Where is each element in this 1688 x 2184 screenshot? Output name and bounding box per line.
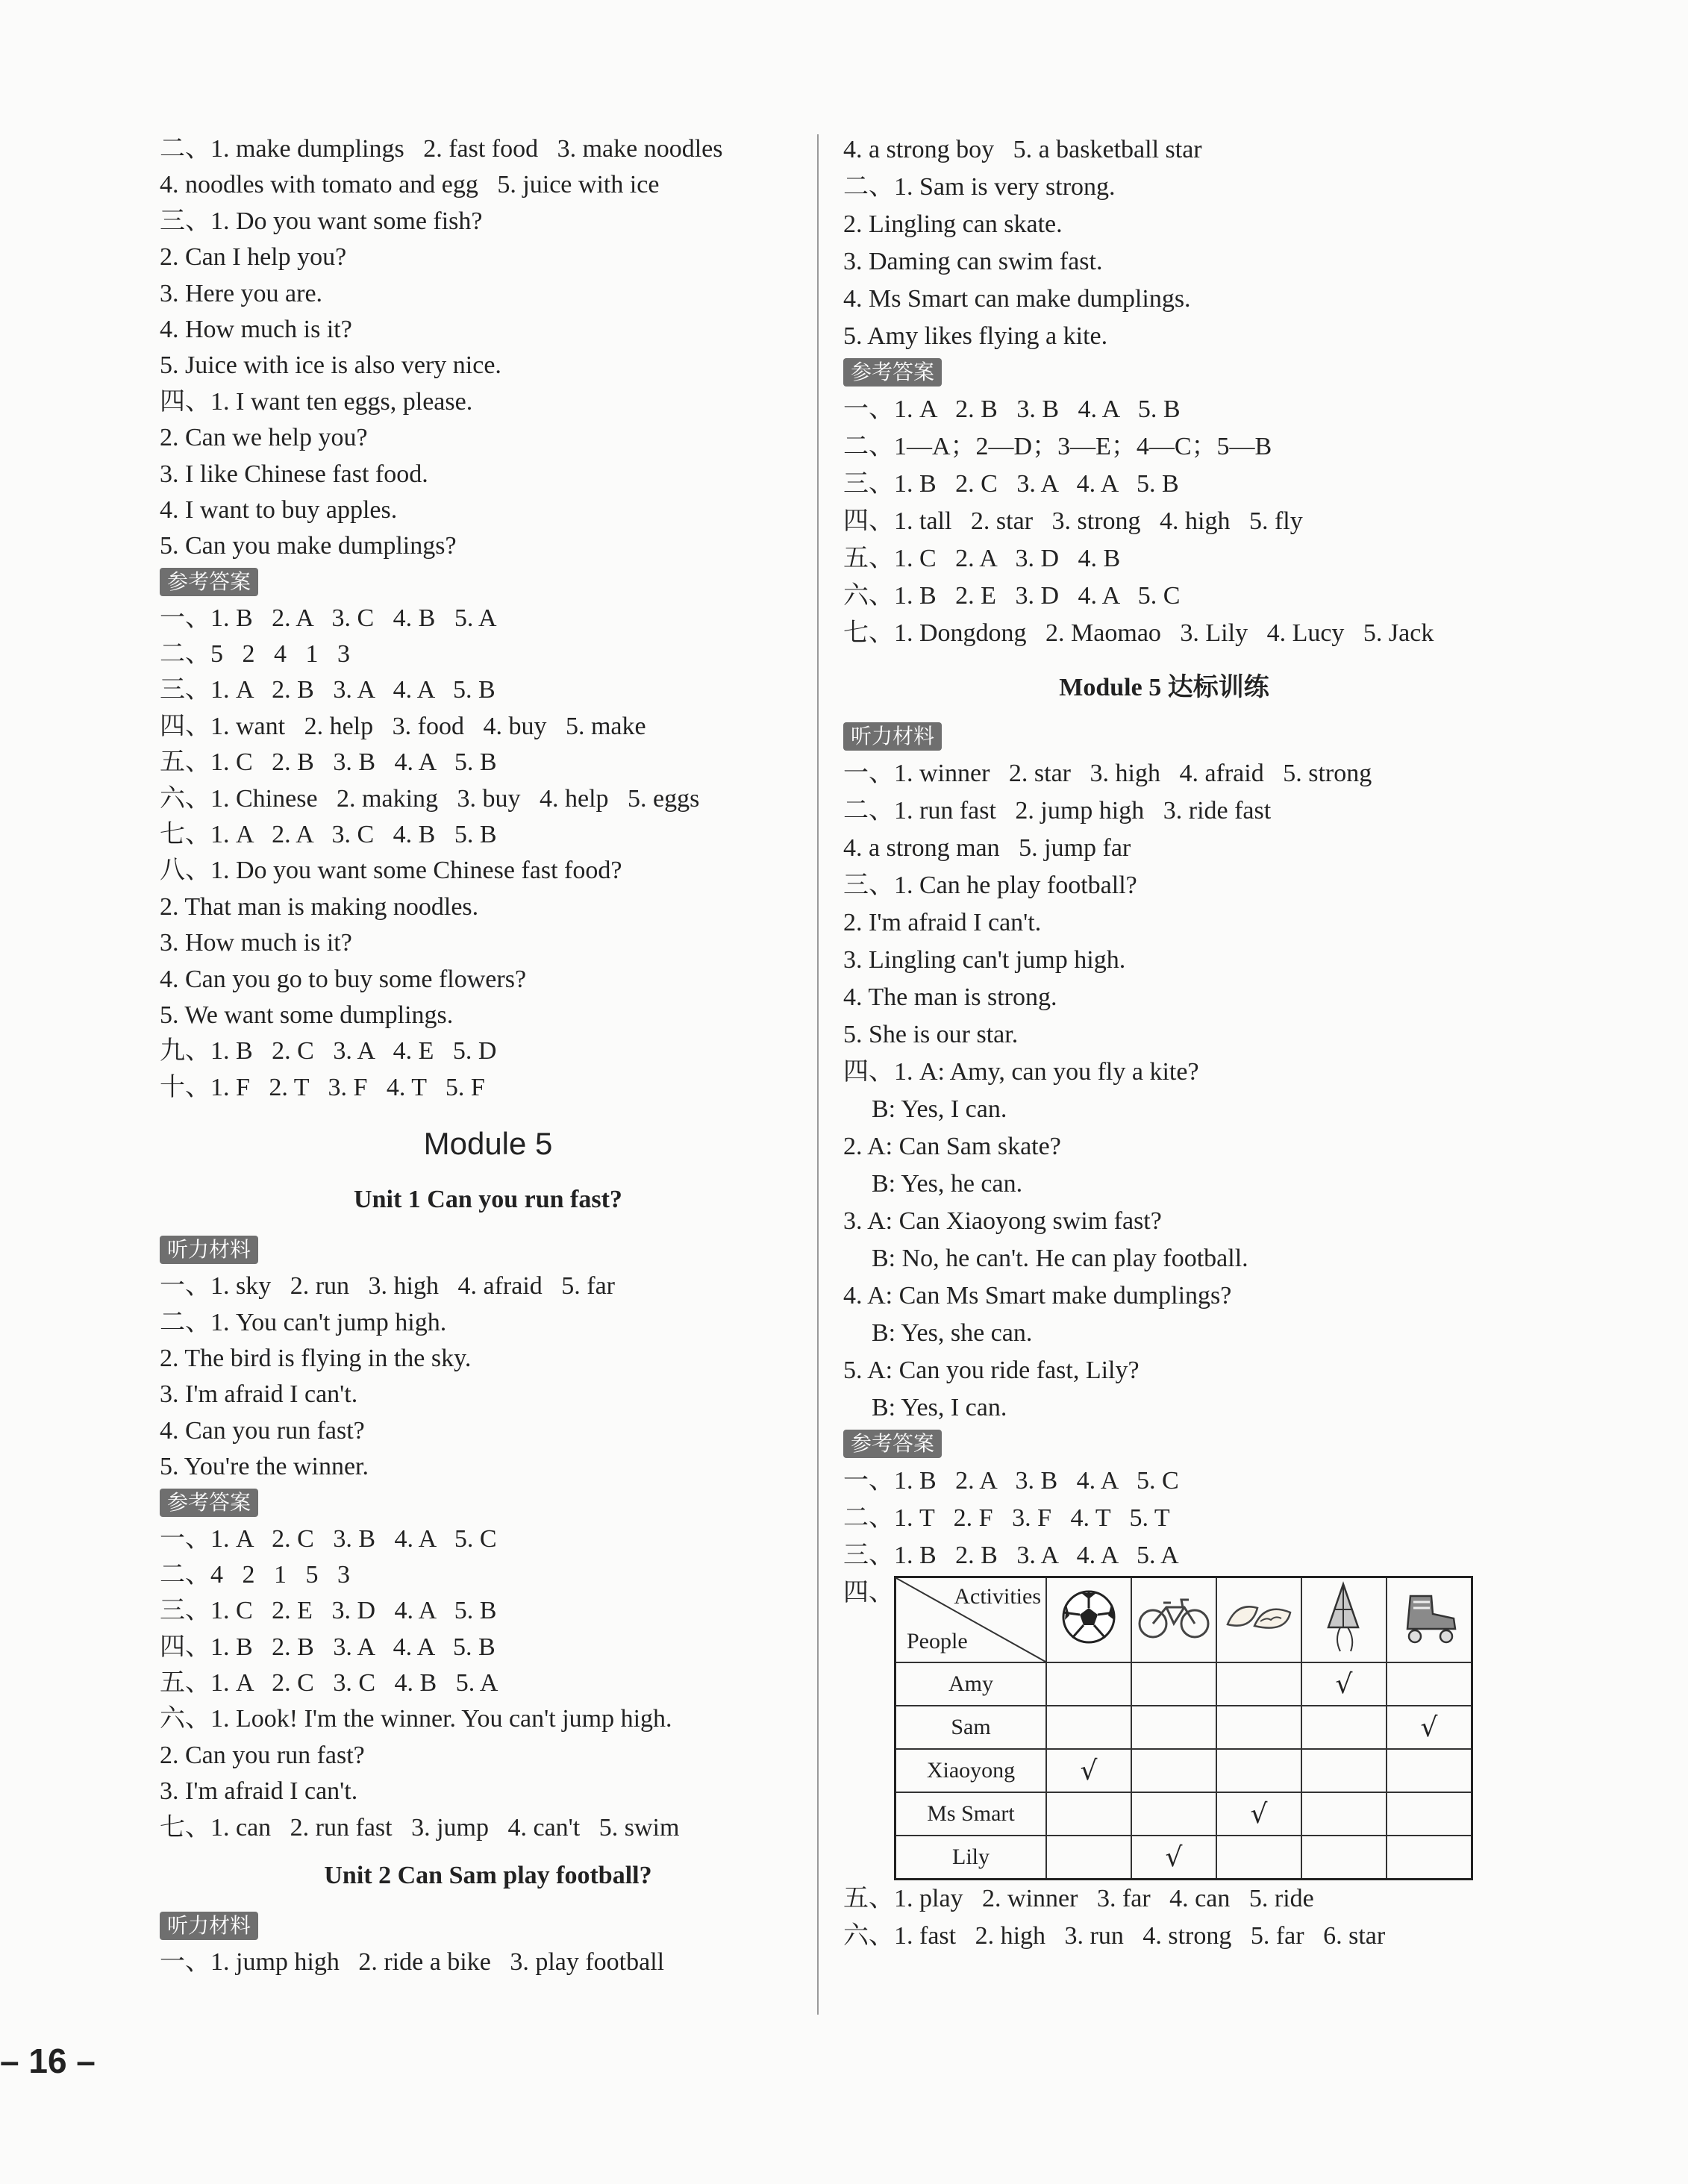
text-line: 4. a strong boy 5. a basketball star [843, 136, 1202, 163]
page-number: – 16 – [0, 2041, 96, 2080]
table-prefix: 四、 [843, 1579, 894, 1606]
person-cell: Amy [895, 1662, 1047, 1706]
dumplings-icon [1216, 1577, 1301, 1663]
text-line: 六、1. fast 2. high 3. run 4. strong 5. far 6. star [843, 1922, 1386, 1950]
activity-cell [1131, 1792, 1216, 1836]
right-block-5 [843, 1880, 1485, 1955]
table-row [895, 1792, 1472, 1836]
text-line: 六、1. Chinese 2. making 3. buy 4. help 5. eggs [160, 784, 700, 813]
text-line: 二、1. run fast 2. jump high 3. ride fast [843, 797, 1272, 825]
answers-tag: 参考答案 [843, 1430, 942, 1458]
activity-cell [1387, 1662, 1472, 1706]
left-block-1 [160, 131, 816, 565]
left-column [160, 131, 816, 1980]
text-line: B: Yes, he can. [872, 1170, 1023, 1198]
text-line: 四、1. want 2. help 3. food 4. buy 5. make [160, 712, 646, 740]
text-line: 3. A: Can Xiaoyong swim fast? [843, 1207, 1162, 1235]
text-line: 2. I'm afraid I can't. [843, 909, 1042, 936]
person-cell: Sam [895, 1706, 1047, 1749]
table-body [895, 1662, 1472, 1880]
text-line: B: Yes, I can. [872, 1095, 1007, 1123]
text-line: 5. We want some dumplings. [160, 1001, 454, 1029]
activity-cell [1046, 1792, 1131, 1836]
person-cell: Lily [895, 1836, 1047, 1880]
activity-cell [1387, 1792, 1472, 1836]
text-line: 二、5 2 4 1 3 [160, 640, 350, 669]
text-line: 二、1. Sam is very strong. [843, 173, 1116, 201]
football-icon [1046, 1577, 1131, 1663]
text-line: 二、1. You can't jump high. [160, 1308, 447, 1336]
activity-cell [1131, 1706, 1216, 1749]
left-block-4 [160, 1521, 816, 1847]
text-line: 2. That man is making noodles. [160, 892, 479, 921]
column-divider [817, 134, 819, 2015]
text-line: 2. Can you run fast? [160, 1741, 365, 1769]
text-line: 三、1. Do you want some fish? [160, 207, 483, 235]
person-cell: Xiaoyong [895, 1749, 1047, 1792]
activity-cell [1301, 1706, 1387, 1749]
text-line: 5. Juice with ice is also very nice. [160, 351, 501, 380]
activity-cell [1301, 1792, 1387, 1836]
text-line: 3. How much is it? [160, 929, 352, 957]
activities-table-section [843, 1574, 1485, 1880]
left-block-2 [160, 601, 816, 1106]
text-line: 五、1. A 2. C 3. C 4. B 5. A [160, 1669, 498, 1698]
table-row [895, 1836, 1472, 1880]
bike-icon [1131, 1577, 1216, 1663]
text-line: 2. A: Can Sam skate? [843, 1133, 1061, 1160]
activity-cell [1216, 1662, 1301, 1706]
text-line: 四、1. tall 2. star 3. strong 4. high 5. fly [843, 507, 1303, 535]
text-line: 五、1. C 2. A 3. D 4. B [843, 545, 1121, 572]
listening-tag: 听力材料 [843, 722, 942, 751]
text-line: 七、1. Dongdong 2. Maomao 3. Lily 4. Lucy 5. Jack [843, 619, 1434, 647]
header-corner-cell [895, 1577, 1047, 1663]
text-line: 4. The man is strong. [843, 983, 1057, 1011]
text-line: 六、1. B 2. E 3. D 4. A 5. C [843, 582, 1181, 610]
text-line: 5. Can you make dumplings? [160, 532, 457, 560]
text-line: B: Yes, she can. [872, 1319, 1033, 1347]
text-line: 三、1. C 2. E 3. D 4. A 5. B [160, 1597, 497, 1625]
text-line: 5. Amy likes flying a kite. [843, 322, 1108, 350]
check-mark: √ [1420, 1712, 1438, 1743]
text-line: 二、1. T 2. F 3. F 4. T 5. T [843, 1504, 1170, 1532]
text-line: 七、1. A 2. A 3. C 4. B 5. B [160, 821, 497, 849]
right-column [843, 131, 1485, 1955]
text-line: 七、1. can 2. run fast 3. jump 4. can't 5. swim [160, 1813, 680, 1842]
text-line: 三、1. A 2. B 3. A 4. A 5. B [160, 676, 496, 704]
right-block-3 [843, 755, 1485, 1427]
activity-cell [1387, 1836, 1472, 1880]
header-people: People [907, 1629, 968, 1653]
activity-cell [1216, 1749, 1301, 1792]
table-header-row [895, 1577, 1472, 1663]
activity-cell [1216, 1792, 1301, 1836]
listening-tag: 听力材料 [160, 1912, 258, 1940]
activity-cell [1301, 1662, 1387, 1706]
text-line: 2. Lingling can skate. [843, 210, 1063, 238]
activities-table [894, 1576, 1473, 1880]
text-line: 4. I want to buy apples. [160, 495, 398, 524]
text-line: 四、1. A: Amy, can you fly a kite? [843, 1058, 1199, 1086]
text-line: 一、1. B 2. A 3. B 4. A 5. C [843, 1467, 1179, 1495]
text-line: 三、1. Can he play football? [843, 872, 1137, 899]
answers-tag: 参考答案 [160, 1489, 258, 1517]
answers-tag: 参考答案 [160, 568, 258, 596]
text-line: 4. A: Can Ms Smart make dumplings? [843, 1282, 1232, 1310]
text-line: 3. I like Chinese fast food. [160, 460, 428, 488]
table-row [895, 1662, 1472, 1706]
text-line: 一、1. A 2. C 3. B 4. A 5. C [160, 1524, 497, 1553]
text-line: 4. Ms Smart can make dumplings. [843, 285, 1191, 313]
right-block-1 [843, 131, 1485, 355]
text-line: 五、1. play 2. winner 3. far 4. can 5. ride [843, 1885, 1314, 1912]
header-activities: Activities [954, 1584, 1041, 1609]
activity-cell [1216, 1836, 1301, 1880]
text-line: B: Yes, I can. [872, 1394, 1007, 1421]
text-line: 2. The bird is flying in the sky. [160, 1344, 472, 1372]
table-row [895, 1706, 1472, 1749]
text-line: 3. I'm afraid I can't. [160, 1380, 358, 1409]
text-line: 4. Can you run fast? [160, 1416, 365, 1445]
text-line: 十、1. F 2. T 3. F 4. T 5. F [160, 1073, 485, 1101]
text-line: 5. She is our star. [843, 1021, 1019, 1048]
left-block-3 [160, 1268, 816, 1485]
activity-cell [1131, 1836, 1216, 1880]
roller-skate-icon [1387, 1577, 1472, 1663]
activity-cell [1046, 1836, 1131, 1880]
table-row [895, 1749, 1472, 1792]
text-line: 二、1—A；2—D；3—E；4—C；5—B [843, 433, 1272, 460]
text-line: 一、1. jump high 2. ride a bike 3. play football [160, 1948, 665, 1977]
text-line: 四、1. I want ten eggs, please. [160, 387, 473, 416]
text-line: 5. You're the winner. [160, 1453, 369, 1481]
text-line: 2. Can I help you? [160, 243, 347, 272]
text-line: 四、1. B 2. B 3. A 4. A 5. B [160, 1633, 496, 1661]
text-line: 一、1. winner 2. star 3. high 4. afraid 5. strong [843, 760, 1372, 787]
text-line: 五、1. C 2. B 3. B 4. A 5. B [160, 748, 497, 777]
right-block-4 [843, 1462, 1485, 1574]
answers-tag: 参考答案 [843, 358, 942, 387]
activity-cell [1301, 1749, 1387, 1792]
text-line: 3. I'm afraid I can't. [160, 1777, 358, 1806]
kite-icon [1301, 1577, 1387, 1663]
text-line: 4. noodles with tomato and egg 5. juice with ice [160, 171, 660, 199]
check-mark: √ [1335, 1668, 1353, 1700]
activity-cell [1046, 1706, 1131, 1749]
text-line: 一、1. sky 2. run 3. high 4. afraid 5. far [160, 1272, 616, 1301]
text-line: 三、1. B 2. C 3. A 4. A 5. B [843, 470, 1179, 498]
text-line: 一、1. A 2. B 3. B 4. A 5. B [843, 395, 1181, 423]
text-line: 六、1. Look! I'm the winner. You can't jump high. [160, 1705, 672, 1733]
training-title: Module 5 达标训练 [1059, 674, 1269, 701]
activity-cell [1387, 1749, 1472, 1792]
text-line: 4. a strong man 5. jump far [843, 834, 1131, 862]
text-line: 4. Can you go to buy some flowers? [160, 965, 527, 993]
person-cell: Ms Smart [895, 1792, 1047, 1836]
text-line: 八、1. Do you want some Chinese fast food? [160, 857, 622, 885]
text-line: 一、1. B 2. A 3. C 4. B 5. A [160, 604, 497, 632]
right-block-2 [843, 391, 1485, 652]
activity-cell [1216, 1706, 1301, 1749]
text-line: 3. Lingling can't jump high. [843, 946, 1126, 974]
text-line: 二、4 2 1 5 3 [160, 1560, 350, 1589]
text-line: 九、1. B 2. C 3. A 4. E 5. D [160, 1037, 497, 1066]
activity-cell [1131, 1749, 1216, 1792]
text-line: 3. Daming can swim fast. [843, 248, 1103, 275]
listening-tag: 听力材料 [160, 1236, 258, 1264]
check-mark: √ [1080, 1755, 1098, 1786]
activity-cell [1131, 1662, 1216, 1706]
module-title: Module 5 [423, 1126, 553, 1162]
unit2-title: Unit 2 Can Sam play football? [324, 1862, 652, 1890]
text-line: 3. Here you are. [160, 279, 323, 307]
text-line: 5. A: Can you ride fast, Lily? [843, 1357, 1140, 1384]
left-block-5 [160, 1944, 816, 1980]
check-mark: √ [1165, 1842, 1183, 1873]
activity-cell [1387, 1706, 1472, 1749]
text-line: 三、1. B 2. B 3. A 4. A 5. A [843, 1542, 1179, 1569]
unit1-title: Unit 1 Can you run fast? [354, 1186, 622, 1214]
text-line: 4. How much is it? [160, 315, 352, 343]
check-mark: √ [1250, 1798, 1268, 1830]
text-line: 2. Can we help you? [160, 424, 368, 452]
activity-cell [1046, 1749, 1131, 1792]
text-line: 二、1. make dumplings 2. fast food 3. make noodles [160, 135, 723, 163]
activity-cell [1046, 1662, 1131, 1706]
text-line: B: No, he can't. He can play football. [872, 1245, 1248, 1272]
activity-cell [1301, 1836, 1387, 1880]
